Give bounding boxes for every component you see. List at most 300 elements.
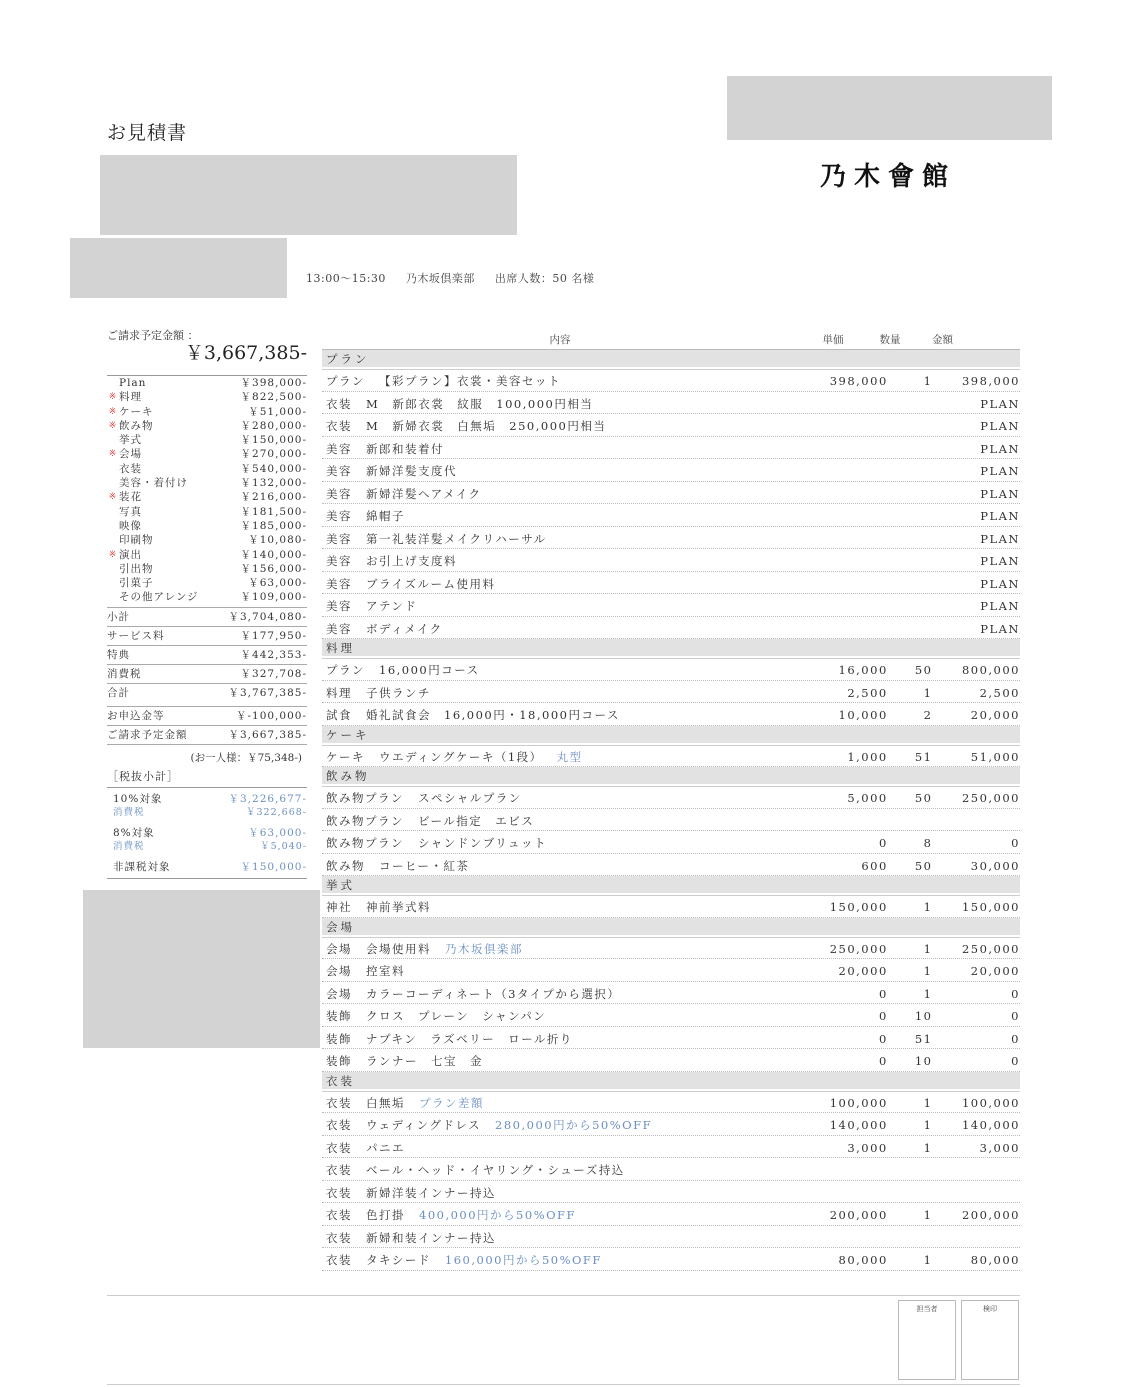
item-name: 控室料 [366, 964, 405, 978]
quantity: 51 [914, 1031, 933, 1046]
inspection-stamp-box [961, 1300, 1019, 1380]
item-description [322, 854, 793, 876]
quantity: 50 [914, 858, 933, 873]
amount: PLAN [980, 599, 1020, 613]
item-name: ランナー 七宝 金 [366, 1054, 483, 1068]
category-row [107, 490, 307, 504]
quantity [888, 1226, 933, 1248]
item-description [322, 809, 793, 831]
item-type: ケーキ [326, 749, 365, 764]
unit-price [793, 414, 887, 436]
unit-price [793, 809, 887, 831]
amount: 200,000 [961, 1208, 1020, 1222]
consumption-tax-row [107, 840, 307, 854]
item-type: 美容 [326, 531, 352, 546]
item-type: 衣装 [326, 1208, 352, 1222]
item-description [322, 1049, 793, 1071]
unit-price [793, 392, 887, 414]
amount: 51,000 [970, 749, 1020, 764]
item-description [322, 1004, 793, 1026]
amount: 100,000 [961, 1095, 1020, 1110]
document-title: お見積書 [107, 122, 188, 144]
unit-price: 20,000 [838, 964, 888, 978]
required-mark [107, 562, 119, 576]
table-row [322, 1181, 1020, 1204]
amount: 250,000 [961, 941, 1020, 956]
item-name: 新婦洋装インナー持込 [366, 1185, 496, 1200]
tax-name: 8%対象 [113, 827, 155, 839]
tax-name: 非課税対象 [113, 861, 171, 873]
table-row [322, 1049, 1020, 1072]
category-row [107, 390, 307, 404]
item-type: 衣装 [326, 1253, 352, 1267]
category-row [107, 447, 307, 461]
total-row [107, 664, 307, 683]
consumption-tax-value: ￥5,040- [260, 841, 307, 852]
unit-price [793, 437, 887, 459]
item-name: アテンド [366, 599, 418, 613]
consumption-tax-name: 消費税 [113, 807, 145, 818]
total-value: ￥3,667,385- [228, 728, 307, 741]
tax-value: ￥63,000- [248, 827, 307, 839]
required-mark [107, 505, 119, 519]
tax-name: 10%対象 [113, 793, 163, 805]
table-row [322, 982, 1020, 1005]
amount: 150,000 [961, 900, 1020, 914]
consumption-tax-name: 消費税 [113, 841, 145, 852]
quantity: 1 [923, 1118, 933, 1132]
item-type: 美容 [326, 486, 352, 501]
quantity [888, 437, 933, 459]
category-value: ￥156,000- [240, 562, 307, 575]
item-description [322, 437, 793, 459]
unit-price [793, 594, 887, 616]
item-description [322, 549, 793, 571]
item-name: M 新郎衣裳 紋服 100,000円相当 [366, 396, 594, 411]
item-description [322, 1091, 793, 1113]
amount: 0 [1011, 836, 1020, 850]
amount: 250,000 [961, 791, 1020, 805]
item-name: コーヒー・紅茶 [379, 858, 470, 873]
amount: 20,000 [970, 708, 1020, 722]
category-row [107, 419, 307, 433]
consumption-tax-value: ￥322,668- [246, 807, 307, 818]
total-row [107, 607, 307, 626]
unit-price: 250,000 [829, 941, 888, 956]
item-description [322, 895, 793, 917]
item-description [322, 617, 793, 639]
totals-rows [107, 607, 307, 745]
quantity: 50 [914, 791, 933, 805]
item-description [322, 658, 793, 680]
unit-price [793, 572, 887, 594]
category-row [107, 505, 307, 519]
venue-logo: 乃木會館 [820, 162, 957, 192]
unit-price [793, 504, 887, 526]
item-description [322, 1203, 793, 1225]
category-name: 引菓子 [119, 577, 154, 590]
quantity [888, 572, 933, 594]
table-row [322, 572, 1020, 595]
table-row [322, 854, 1020, 877]
quantity [888, 504, 933, 526]
item-name: ウェディングドレス [366, 1118, 482, 1132]
category-row [107, 476, 307, 490]
item-name: 白無垢 [366, 1095, 405, 1110]
item-name: 子供ランチ [366, 685, 431, 700]
table-row [322, 1027, 1020, 1050]
item-type: 会場 [326, 986, 352, 1001]
table-row [322, 527, 1020, 550]
unit-price: 16,000 [838, 663, 888, 677]
item-description [322, 1027, 793, 1049]
category-name: その他アレンジ [119, 591, 199, 604]
unit-price [793, 1158, 887, 1180]
item-type: 衣装 [326, 419, 352, 433]
quantity: 1 [923, 986, 933, 1001]
item-type: 美容 [326, 554, 352, 568]
tax-summary [107, 787, 307, 879]
category-value: ￥109,000- [240, 591, 307, 604]
staff-stamp-box [898, 1300, 956, 1380]
table-row [322, 681, 1020, 704]
total-name: ご請求予定金額 [107, 728, 188, 741]
table-row [322, 895, 1020, 918]
table-row [322, 437, 1020, 460]
item-type: 衣装 [326, 1163, 352, 1177]
amount: 398,000 [961, 374, 1020, 388]
category-value: ￥822,500- [240, 391, 307, 404]
unit-price [793, 527, 887, 549]
item-description [322, 681, 793, 703]
total-row [107, 725, 307, 745]
table-row [322, 1203, 1020, 1226]
item-name: シャンドンブリュット [418, 836, 547, 850]
item-name: 婚礼試食会 16,000円・18,000円コース [366, 708, 620, 722]
footer-divider [107, 1295, 1020, 1296]
header-content: 内容 [549, 334, 571, 346]
total-value: ￥3,704,080- [228, 610, 307, 623]
item-note: 280,000円から50%OFF [495, 1118, 653, 1132]
section-header: ケーキ [322, 726, 1020, 745]
unit-price [793, 1226, 887, 1248]
item-description [322, 1136, 793, 1158]
item-type: 衣装 [326, 1118, 352, 1132]
unit-price: 80,000 [838, 1253, 888, 1267]
amount [933, 809, 1021, 831]
item-type: 美容 [326, 621, 352, 636]
amount [933, 1158, 1021, 1180]
item-description [322, 504, 793, 526]
item-description [322, 594, 793, 616]
tax-value: ￥150,000- [240, 861, 307, 873]
quantity [888, 549, 933, 571]
unit-price [793, 459, 887, 481]
category-value: ￥10,080- [248, 534, 307, 547]
table-row [322, 831, 1020, 854]
category-value: ￥140,000- [240, 548, 307, 561]
table-row [322, 504, 1020, 527]
item-name: 神前挙式料 [366, 900, 431, 914]
item-type: 衣装 [326, 1140, 352, 1155]
amount: PLAN [980, 396, 1020, 411]
header-amount: 金額 [932, 334, 953, 346]
table-row [322, 1113, 1020, 1136]
amount: 80,000 [970, 1253, 1020, 1267]
category-name: 飲み物 [119, 419, 154, 432]
category-name: 演出 [119, 548, 142, 561]
table-row [322, 1091, 1020, 1114]
quantity: 51 [914, 749, 933, 764]
table-row [322, 1136, 1020, 1159]
required-mark [107, 576, 119, 590]
amount: 140,000 [961, 1118, 1020, 1132]
item-type: 装飾 [326, 1031, 352, 1046]
total-name: 小計 [107, 610, 130, 623]
item-note: 400,000円から50%OFF [419, 1208, 577, 1222]
unit-price: 0 [878, 1054, 888, 1068]
quantity [888, 527, 933, 549]
category-row [107, 376, 307, 390]
required-mark [107, 533, 119, 547]
per-person-amount: (お一人様：￥75,348-) [190, 752, 302, 764]
item-type: 飲み物 [326, 858, 365, 873]
event-info-line [306, 270, 610, 286]
item-note: 丸型 [556, 749, 583, 764]
item-type: 美容 [326, 576, 352, 591]
table-row [322, 1158, 1020, 1181]
item-note: 160,000円から50%OFF [444, 1253, 602, 1267]
item-description [322, 937, 793, 959]
item-type: 美容 [326, 441, 352, 456]
item-description [322, 786, 793, 808]
quantity: 1 [923, 374, 933, 388]
category-row [107, 405, 307, 419]
section-header: 飲み物 [322, 767, 1020, 786]
item-name: ウエディングケーキ（1段） [379, 749, 543, 764]
category-value: ￥51,000- [248, 405, 307, 418]
category-summary [107, 375, 307, 745]
unit-price [793, 617, 887, 639]
quantity [888, 482, 933, 504]
item-name: お引上げ支度料 [366, 554, 457, 568]
table-row [322, 1004, 1020, 1027]
tax-row [107, 826, 307, 840]
unit-price: 200,000 [829, 1208, 888, 1222]
redacted-block-top-right [727, 76, 1052, 140]
item-name: ビール指定 エビス [418, 813, 535, 828]
table-row [322, 617, 1020, 640]
unit-price [793, 482, 887, 504]
tax-row [107, 792, 307, 806]
staff-label: 担当者 [916, 1305, 938, 1313]
unit-price: 2,500 [847, 685, 888, 700]
estimate-table [322, 329, 1020, 1271]
category-value: ￥185,000- [240, 519, 307, 532]
quantity [888, 594, 933, 616]
item-name: ブライズルーム使用料 [366, 576, 496, 591]
quantity: 1 [923, 941, 933, 956]
amount: 0 [1011, 1054, 1020, 1068]
item-name: 会場使用料 [366, 941, 431, 956]
item-description [322, 982, 793, 1004]
item-type: 飲み物プラン [326, 836, 404, 850]
item-description [322, 572, 793, 594]
amount: 0 [1011, 986, 1020, 1001]
amount: PLAN [980, 419, 1020, 433]
quantity [888, 1158, 933, 1180]
redacted-block-left [83, 890, 320, 1048]
tax-row [107, 860, 307, 874]
unit-price: 140,000 [829, 1118, 888, 1132]
quantity [888, 1181, 933, 1203]
quantity: 10 [914, 1054, 933, 1068]
item-description [322, 1181, 793, 1203]
amount: PLAN [980, 531, 1020, 546]
item-description [322, 703, 793, 725]
item-type: 装飾 [326, 1009, 352, 1023]
unit-price [793, 549, 887, 571]
tax-heading: ［税抜小計］ [107, 770, 179, 783]
item-note: プラン差額 [419, 1095, 484, 1110]
category-value: ￥398,000- [240, 377, 307, 389]
item-name: タキシード [366, 1253, 431, 1267]
amount: 30,000 [970, 858, 1020, 873]
amount: PLAN [980, 576, 1020, 591]
header-qty: 数量 [879, 334, 901, 346]
required-mark: ※ [108, 392, 118, 403]
quantity: 1 [923, 1253, 933, 1267]
table-row [322, 786, 1020, 809]
total-name: サービス料 [107, 629, 165, 642]
category-row [107, 519, 307, 533]
item-type: 衣装 [326, 1185, 352, 1200]
redacted-block-date [70, 238, 287, 298]
category-row [107, 533, 307, 547]
required-mark: ※ [108, 420, 118, 431]
item-name: 新婦洋髪ヘアメイク [366, 486, 482, 501]
category-row [107, 433, 307, 447]
table-row [322, 809, 1020, 832]
amount [933, 1226, 1021, 1248]
amount: PLAN [980, 441, 1020, 456]
table-row [322, 959, 1020, 982]
table-row [322, 549, 1020, 572]
quantity: 1 [923, 1140, 933, 1155]
quantity: 8 [923, 836, 933, 850]
quantity: 2 [923, 708, 933, 722]
section-header: プラン [322, 350, 1020, 369]
item-name: 綿帽子 [366, 509, 405, 523]
table-row [322, 392, 1020, 415]
header-unit-price: 単価 [822, 334, 844, 346]
category-name: Plan [119, 377, 147, 389]
section-header: 会場 [322, 918, 1020, 937]
category-value: ￥150,000- [240, 434, 307, 447]
item-name: ベール・ヘッド・イヤリング・シューズ持込 [366, 1163, 625, 1177]
total-row [107, 683, 307, 702]
category-row [107, 462, 307, 476]
unit-price: 1,000 [847, 749, 888, 764]
required-mark [107, 590, 119, 604]
category-value: ￥181,500- [240, 505, 307, 518]
quantity [888, 459, 933, 481]
category-name: 美容・着付け [119, 477, 188, 490]
item-type: 飲み物プラン [326, 791, 404, 805]
item-type: 美容 [326, 599, 352, 613]
item-name: 【彩プラン】衣裳・美容セット [379, 374, 561, 388]
amount: 800,000 [961, 663, 1020, 677]
category-value: ￥270,000- [240, 448, 307, 461]
category-name: ケーキ [119, 405, 154, 418]
amount [933, 1181, 1021, 1203]
item-type: 飲み物プラン [326, 813, 404, 828]
unit-price: 3,000 [847, 1140, 888, 1155]
item-type: 衣装 [326, 1095, 352, 1110]
item-type: プラン [326, 374, 365, 388]
event-time: 13:00〜15:30 [306, 272, 386, 285]
event-attendance: 出席人数：50 名様 [494, 272, 595, 285]
table-body [322, 350, 1020, 1271]
total-row [107, 706, 307, 725]
item-description [322, 745, 793, 767]
amount: PLAN [980, 621, 1020, 636]
table-row [322, 369, 1020, 392]
category-name: 映像 [119, 519, 142, 532]
item-note: 乃木坂倶楽部 [445, 941, 523, 956]
table-row [322, 459, 1020, 482]
item-description [322, 1248, 793, 1270]
category-value: ￥132,000- [240, 477, 307, 490]
table-row [322, 745, 1020, 768]
item-name: 新婦洋髪支度代 [366, 464, 457, 478]
item-name: 第一礼装洋髪メイクリハーサル [366, 531, 547, 546]
table-row [322, 658, 1020, 681]
total-name: 特典 [107, 648, 130, 661]
table-header [322, 329, 1020, 350]
table-row [322, 414, 1020, 437]
category-name: 挙式 [119, 434, 142, 447]
amount: 3,000 [979, 1140, 1020, 1155]
total-value: ￥177,950- [240, 629, 307, 642]
category-value: ￥216,000- [240, 491, 307, 504]
unit-price: 0 [878, 1031, 888, 1046]
amount: PLAN [980, 509, 1020, 523]
total-value: ￥3,667,385- [184, 342, 307, 364]
item-name: クロス プレーン シャンパン [366, 1009, 547, 1023]
quantity: 1 [923, 1208, 933, 1222]
quantity: 1 [923, 900, 933, 914]
item-type: 会場 [326, 964, 352, 978]
total-name: 消費税 [107, 667, 142, 680]
item-description [322, 459, 793, 481]
unit-price: 0 [878, 986, 888, 1001]
amount: PLAN [980, 486, 1020, 501]
section-header: 料理 [322, 639, 1020, 658]
unit-price [793, 1181, 887, 1203]
unit-price: 100,000 [829, 1095, 888, 1110]
tax-value: ￥3,226,677- [228, 793, 307, 805]
total-name: 合計 [107, 686, 130, 699]
category-row [107, 590, 307, 604]
item-description [322, 831, 793, 853]
quantity [888, 392, 933, 414]
total-row [107, 645, 307, 664]
total-value: ￥442,353- [240, 648, 307, 661]
unit-price: 0 [878, 1009, 888, 1023]
quantity: 1 [923, 1095, 933, 1110]
total-name: お申込金等 [107, 709, 165, 722]
